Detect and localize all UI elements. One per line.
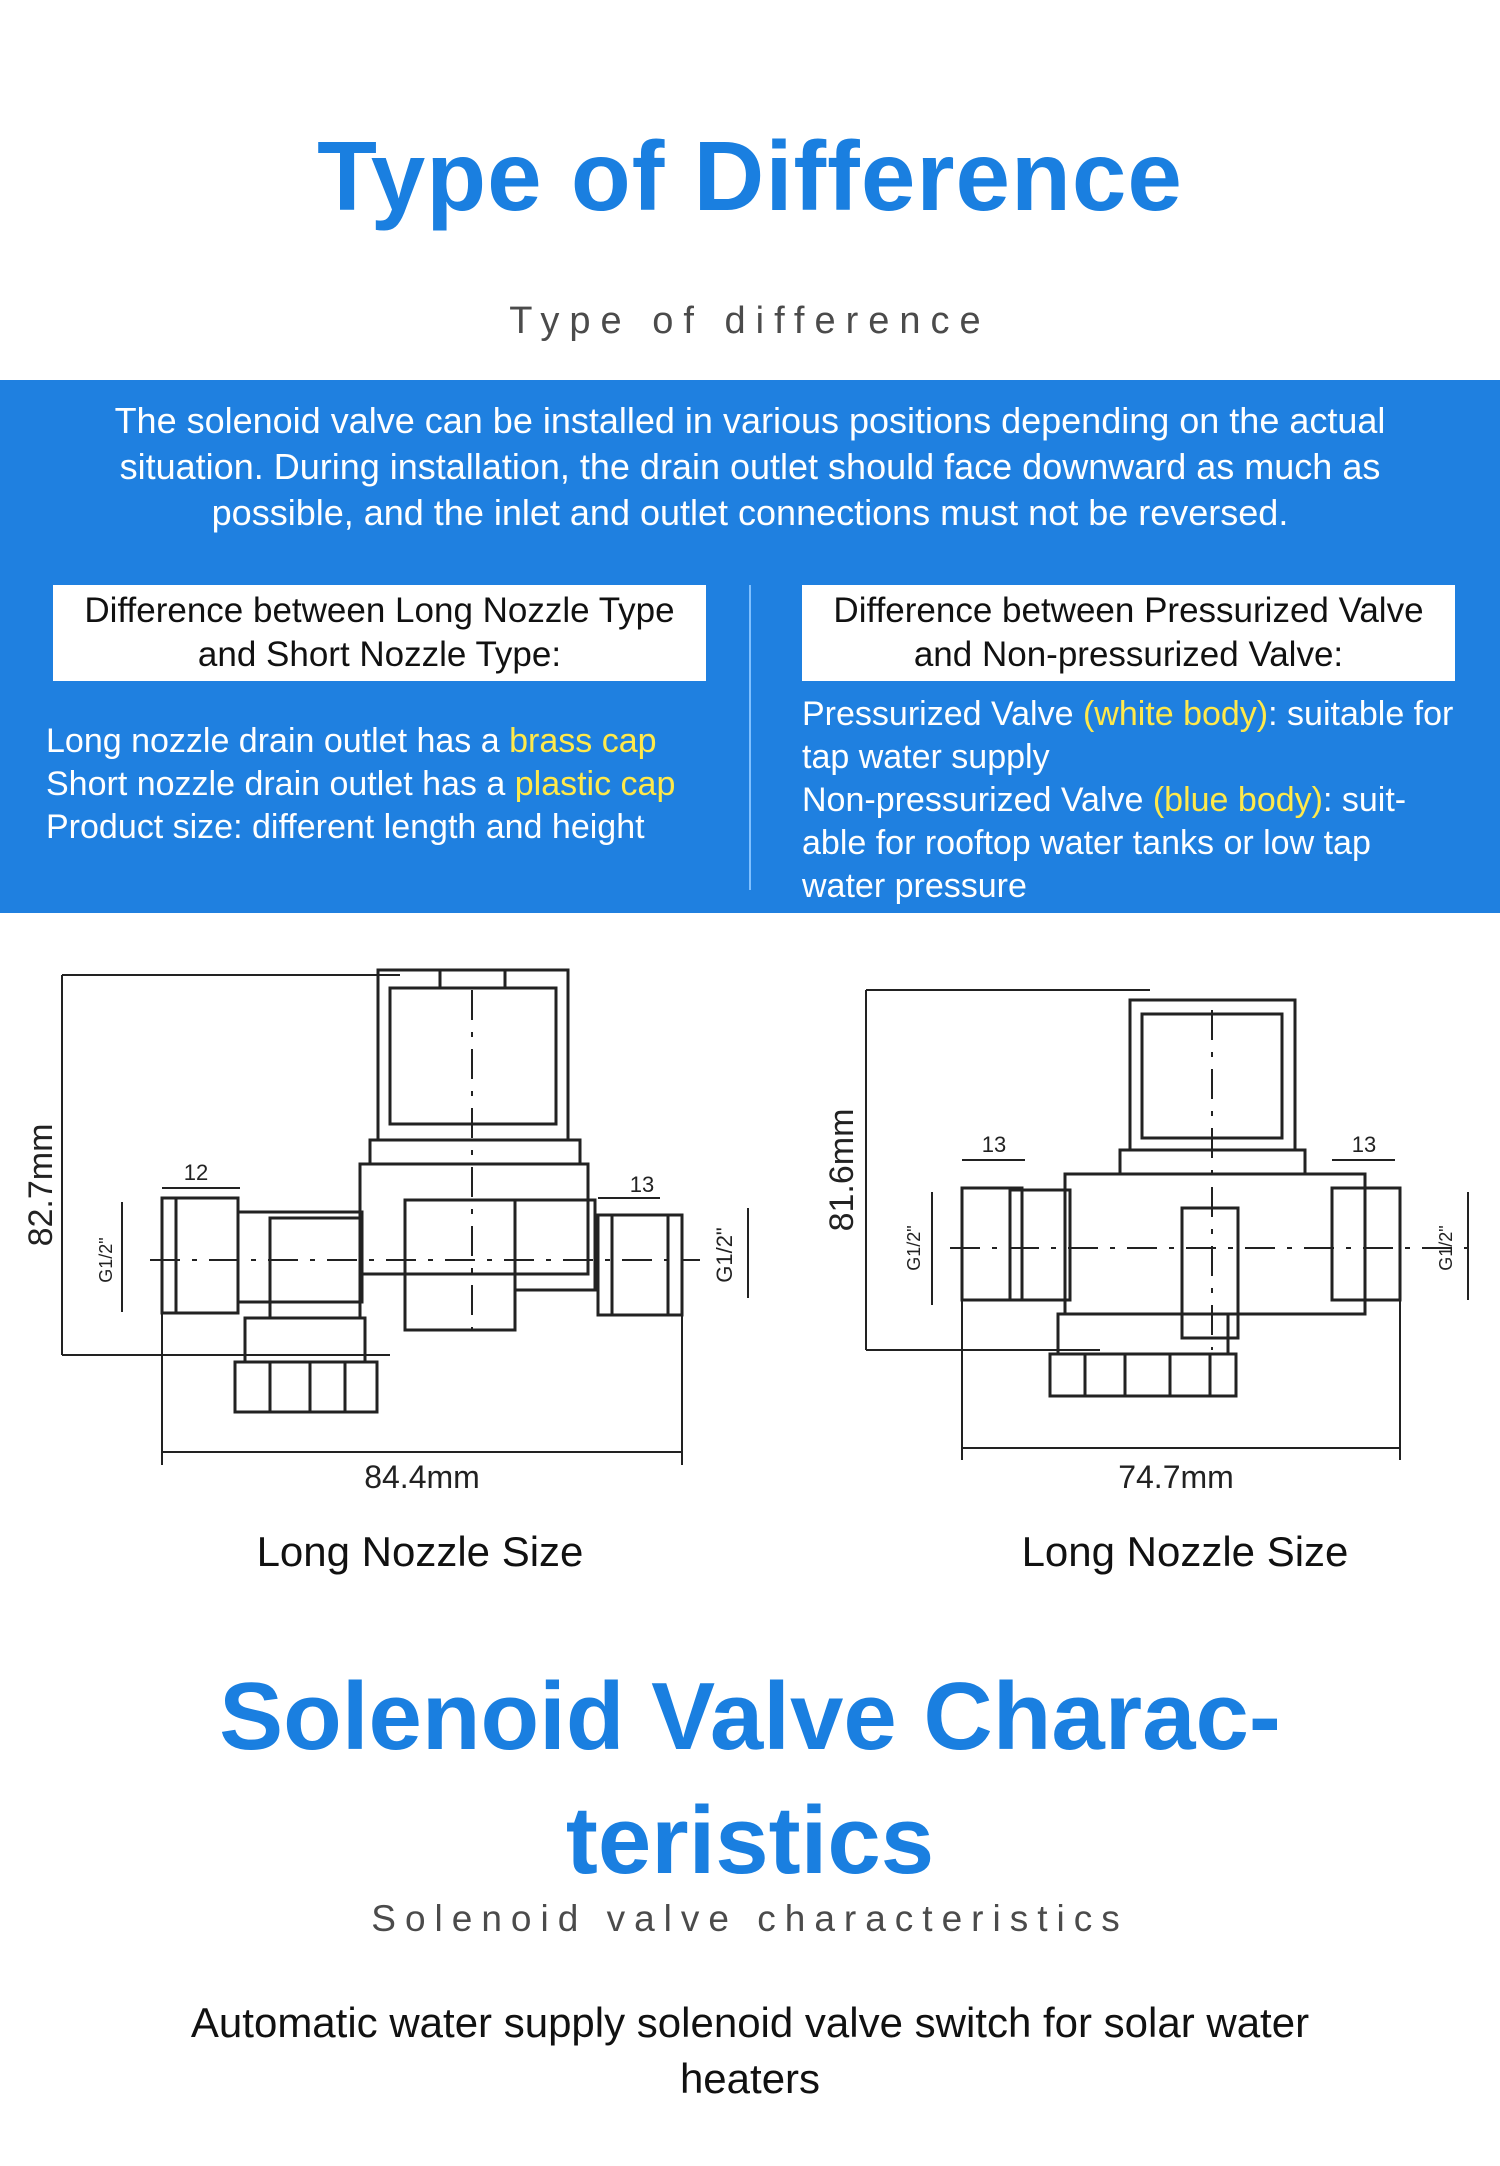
long-width-label: 84.4mm bbox=[364, 1459, 480, 1495]
short-right-thread: G1/2" bbox=[1436, 1225, 1456, 1271]
list-item: Pressurized Valve (white body): suitable for tap water supply bbox=[802, 695, 1454, 776]
long-short-heading: Difference between Long Nozzle Type and Short Nozzle Type: bbox=[84, 591, 675, 674]
long-nozzle-caption: Long Nozzle Size bbox=[256, 1528, 584, 1575]
column-divider bbox=[749, 585, 751, 890]
list-item: Product size: different length and height bbox=[46, 808, 645, 846]
characteristics-title-line1: Solenoid Valve Charac- bbox=[219, 1663, 1281, 1770]
short-left-thread: G1/2" bbox=[904, 1225, 924, 1271]
characteristics-description: Automatic water supply solenoid valve switch for solar water heaters bbox=[190, 1999, 1310, 2102]
long-height-label: 82.7mm bbox=[22, 1123, 60, 1247]
short-nozzle-drawing bbox=[770, 930, 1500, 1510]
short-nozzle-caption: Long Nozzle Size bbox=[1021, 1528, 1349, 1575]
list-item: Non-pressurized Valve (blue body): suit-able for rooftop water tanks or low tap water pressure bbox=[802, 781, 1407, 905]
characteristics-subtitle: Solenoid valve characteristics bbox=[371, 1898, 1129, 1939]
short-right-dim: 13 bbox=[1351, 1132, 1377, 1157]
long-left-dim: 12 bbox=[183, 1160, 209, 1185]
long-short-heading-box bbox=[53, 585, 706, 681]
pressure-list bbox=[802, 693, 1462, 908]
list-item: Long nozzle drain outlet has a brass cap bbox=[46, 722, 657, 760]
long-nozzle-drawing bbox=[0, 930, 760, 1510]
long-short-list bbox=[46, 720, 726, 849]
characteristics-title bbox=[0, 1655, 1500, 1903]
short-width-label: 74.7mm bbox=[1118, 1459, 1234, 1495]
page-title: Type of Difference bbox=[317, 121, 1183, 231]
pressure-heading: Difference between Pressurized Valve and Non-pressurized Valve: bbox=[833, 591, 1424, 674]
list-item: Short nozzle drain outlet has a plastic cap bbox=[46, 765, 676, 803]
pressure-heading-box bbox=[802, 585, 1455, 681]
long-left-thread: G1/2" bbox=[96, 1237, 116, 1283]
characteristics-title-line2: teristics bbox=[565, 1787, 935, 1894]
short-left-dim: 13 bbox=[981, 1132, 1007, 1157]
intro-text: The solenoid valve can be installed in various positions depending on the actual situation. During installation, the drain outlet should face downward as much as possible, and the inlet and outlet connections must not be reversed. bbox=[114, 400, 1386, 533]
page-subtitle: Type of difference bbox=[509, 300, 991, 342]
short-height-label: 81.6mm bbox=[823, 1108, 861, 1232]
long-right-thread: G1/2" bbox=[712, 1227, 737, 1283]
long-right-dim: 13 bbox=[629, 1172, 655, 1197]
